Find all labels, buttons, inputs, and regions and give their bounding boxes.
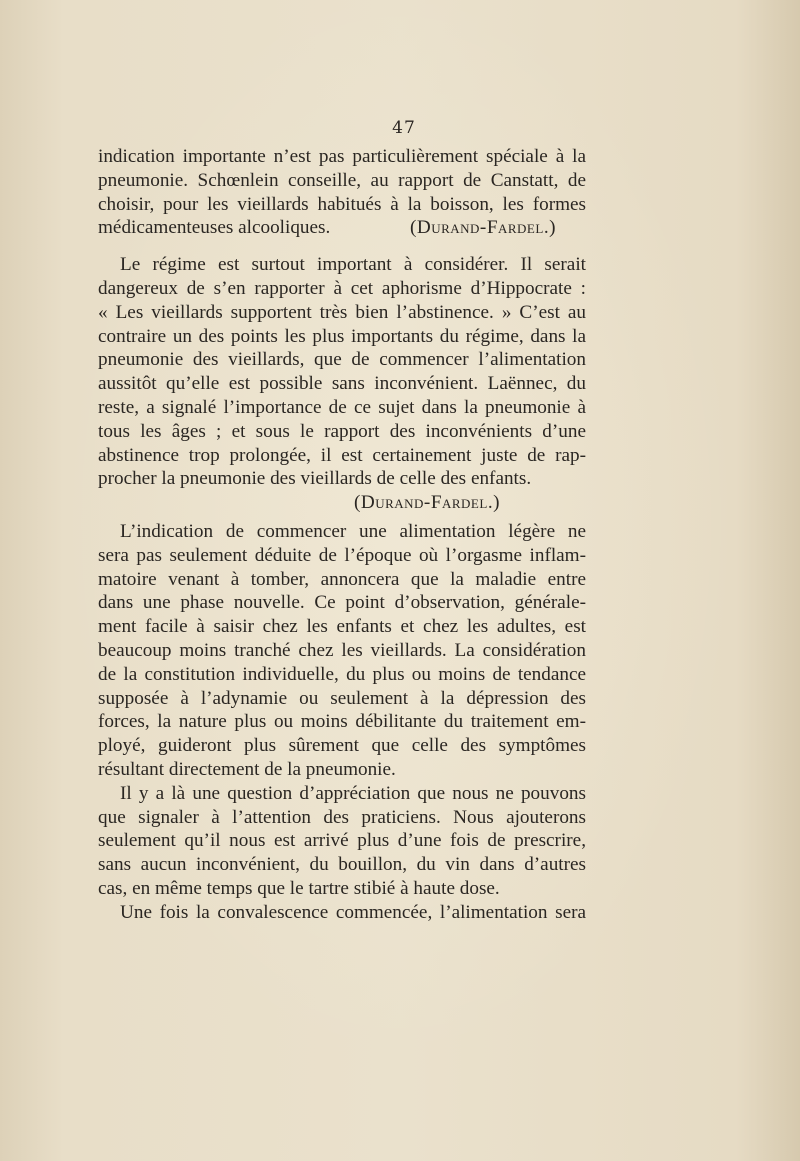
paragraph-2 (98, 253, 586, 515)
text-line: sera pas seulement déduite de l’époque où l’orgasme inflam- (98, 544, 586, 566)
page-number: 47 (392, 118, 416, 138)
text-line: supposée à l’adynamie ou seulement à la dépression des (98, 687, 586, 709)
attribution: (Durand-Fardel.) (353, 492, 500, 514)
text-line: contraire un des points les plus importants du régime, dans la (98, 325, 586, 347)
text-line-with-attribution (98, 216, 586, 240)
text-line: choisir, pour les vieillards habitués à la boisson, les formes (98, 193, 586, 215)
text-line: procher la pneumonie des vieillards de celle des enfants. (98, 468, 532, 490)
text-line: pneumonie. Schœnlein conseille, au rapport de Canstatt, de (98, 169, 586, 191)
text-line: matoire venant à tomber, annoncera que la maladie entre (98, 568, 586, 590)
text-line: sans aucun inconvénient, du bouillon, du vin dans d’autres (98, 854, 586, 876)
text-line: abstinence trop prolongée, il est certainement juste de rap- (98, 444, 586, 466)
text-line: Une fois la convalescence commencée, l’alimentation sera (120, 901, 586, 923)
text-line: tous les âges ; et sous le rapport des inconvénients d’une (98, 420, 586, 442)
text-line: pneumonie des vieillards, que de commencer l’alimentation (98, 349, 586, 371)
text-line: reste, a signalé l’importance de ce sujet dans la pneumonie à (98, 396, 586, 418)
attribution: (Durand-Fardel.) (409, 217, 556, 239)
text-line: seulement qu’il nous est arrivé plus d’une fois de prescrire, (98, 830, 586, 852)
paragraph-gap (98, 240, 586, 253)
text-line: ployé, guideront plus sûrement que celle des symptômes (98, 735, 586, 757)
text-line: dans une phase nouvelle. Ce point d’observation, générale- (98, 592, 586, 614)
text-line: indication importante n’est pas particulièrement spéciale à la (98, 146, 586, 167)
text-line: ment facile à saisir chez les enfants et chez les adultes, est (98, 616, 586, 638)
text-line: aussitôt qu’elle est possible sans inconvénient. Laënnec, du (98, 373, 586, 395)
text-line: « Les vieillards supportent très bien l’abstinence. » C’est au (98, 301, 586, 323)
paragraph-3 (98, 520, 586, 782)
text-line: forces, la nature plus ou moins débilitante du traitement em- (98, 711, 586, 733)
text-line: résultant directement de la pneumonie. (98, 758, 396, 780)
text-line: beaucoup moins tranché chez les vieillards. La considération (98, 639, 586, 661)
text-line: médicamenteuses alcooliques. (98, 217, 331, 239)
text-line: Il y a là une question d’appréciation que nous ne pouvons (120, 782, 586, 804)
body-text (98, 145, 586, 925)
paragraph-1 (98, 145, 586, 240)
paragraph-5 (98, 901, 586, 925)
text-line: de la constitution individuelle, du plus ou moins de tendance (98, 663, 586, 685)
text-line: dangereux de s’en rapporter à cet aphorisme d’Hippocrate : (98, 277, 586, 299)
text-line: Le régime est surtout important à considérer. Il serait (120, 254, 586, 276)
text-line: L’indication de commencer une alimentation légère ne (120, 520, 586, 542)
text-line: cas, en même temps que le tartre stibié à haute dose. (98, 877, 500, 899)
text-line: que signaler à l’attention des praticiens. Nous ajouterons (98, 806, 586, 828)
paragraph-4 (98, 782, 586, 901)
